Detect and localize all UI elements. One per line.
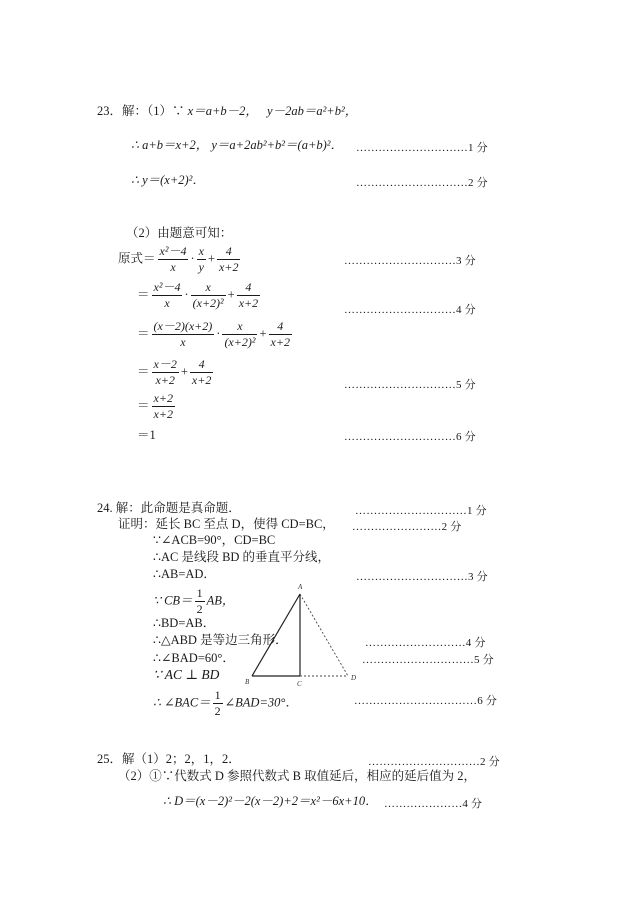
fraction: $\frac{x}{y}$ xyxy=(198,244,204,274)
q23-step4: ＝ $\frac{x-2}{x+2}$ + $\frac{4}{x+2}$ xyxy=(137,357,212,387)
q24-proof: 证明：延长 BC 至点 D，使得 CD=BC， xyxy=(118,517,335,531)
score-4: …………………………4 分 xyxy=(344,304,476,316)
fraction: $\frac{x}{\text{(x+2)²}}$ xyxy=(192,280,224,310)
fraction: $\frac{4}{x+2}$ xyxy=(270,319,290,349)
fraction: $\frac{x}{\text{(x+2)²}}$ xyxy=(224,319,256,349)
score-q24-1: …………………………1 分 xyxy=(355,505,487,517)
q24-line1: ∵∠ACB=90°，CD=BC xyxy=(153,533,276,547)
score-q24-3: …………………………3 分 xyxy=(356,571,488,583)
q23-step1: 原式＝ $\frac{\text{x²－4}}{x}$ · $\frac{x}{y}$ + $\frac{4}{x+2}$ xyxy=(118,244,239,274)
score-2: …………………………2 分 xyxy=(356,177,488,189)
score-3: …………………………3 分 xyxy=(344,255,476,267)
q25-line2: （2）①∵代数式 D 参照代数式 B 取值延后，相应的延后值为 2， xyxy=(118,769,476,783)
fraction: $\frac{\text{x²－4}}{x}$ xyxy=(153,280,181,310)
label-b: B xyxy=(245,678,250,686)
score-q24-6: ……………………………6 分 xyxy=(354,695,498,707)
q23-eq2: y－2ab＝a²+b²， xyxy=(267,104,358,118)
score-6: …………………………6 分 xyxy=(344,431,476,443)
q23-line1 xyxy=(97,103,357,119)
q23-line2: ∴ a+b＝x+2， y＝a+2ab²+b²＝(a+b)²． xyxy=(131,138,344,152)
score-q24-2: ……………………2 分 xyxy=(352,521,462,533)
q25-line3: ∴ D＝(x－2)²－2(x－2)+2＝x²－6x+10． xyxy=(163,794,378,808)
label-d: D xyxy=(351,674,357,682)
q23-step6: ＝1 xyxy=(137,428,156,442)
fraction: $\frac{x+2}{x+2}$ xyxy=(153,391,173,421)
segment-ab xyxy=(252,594,300,676)
q25-head: 25．解（1）2；2，1，2． xyxy=(97,752,241,766)
q23-line3: ∴ y＝(x+2)²． xyxy=(131,173,205,187)
fraction: $\frac{x-2}{x+2}$ xyxy=(153,357,177,387)
score-q24-5: …………………………5 分 xyxy=(362,654,494,666)
q24-line8: ∵ AC ⊥ BD xyxy=(153,667,220,682)
because-symbol: ∵ xyxy=(172,104,185,118)
q24-line4: ∵ CB＝ $\frac{1}{2}$ AB， xyxy=(153,586,235,616)
q24-line5: ∴BD=AB． xyxy=(153,616,216,630)
label-c: C xyxy=(297,680,302,688)
fraction: $\frac{1}{2}$ xyxy=(214,688,221,718)
score-q24-4: ………………………4 分 xyxy=(365,637,486,649)
score-5: …………………………5 分 xyxy=(344,379,476,391)
q24-line2: ∴AC 是线段 BD 的垂直平分线， xyxy=(153,550,331,564)
segment-ad xyxy=(300,594,348,676)
q24-line7: ∴∠BAD=60°． xyxy=(153,651,235,665)
score-q25-2: …………………………2 分 xyxy=(368,756,500,768)
q23-head: 23．解：（1） xyxy=(97,104,173,118)
label-a: A xyxy=(298,583,303,591)
fraction: $\frac{\text{x²－4}}{x}$ xyxy=(159,244,187,274)
triangle-figure xyxy=(236,580,366,688)
fraction: $\frac{1}{2}$ xyxy=(196,586,203,616)
fraction: $\frac{(x-2)(x+2)}{x}$ xyxy=(153,319,213,349)
q23-part2-head: （2）由题意可知： xyxy=(126,226,233,240)
q23-step5: ＝ $\frac{x+2}{x+2}$ xyxy=(137,391,173,421)
score-1: …………………………1 分 xyxy=(356,142,488,154)
q23-eq1: x＝a+b－2， xyxy=(187,104,258,118)
q24-line6: ∴△ABD 是等边三角形． xyxy=(153,633,288,647)
q24-head: 24. 解：此命题是真命题． xyxy=(97,501,241,515)
fraction: $\frac{4}{x+2}$ xyxy=(191,357,212,387)
fraction: $\frac{4}{x+2}$ xyxy=(238,280,259,310)
orig-label: 原式＝ xyxy=(118,251,156,266)
fraction: $\frac{4}{x+2}$ xyxy=(219,244,239,274)
q24-line9: ∴ ∠BAC＝ $\frac{1}{2}$ ∠BAD=30°． xyxy=(153,688,298,718)
q23-step3: ＝ $\frac{(x-2)(x+2)}{x}$ · $\frac{x}{\text{(x+2)²}}$ + $\frac{4}{x+2}$ xyxy=(137,319,290,349)
score-q25-4: …………………4 分 xyxy=(384,798,483,810)
q23-step2: ＝ $\frac{\text{x²－4}}{x}$ · $\frac{x}{\text{(x+2)²}}$ + $\frac{4}{x+2}$ xyxy=(137,280,259,310)
q24-line3: ∴AB=AD． xyxy=(153,567,216,581)
